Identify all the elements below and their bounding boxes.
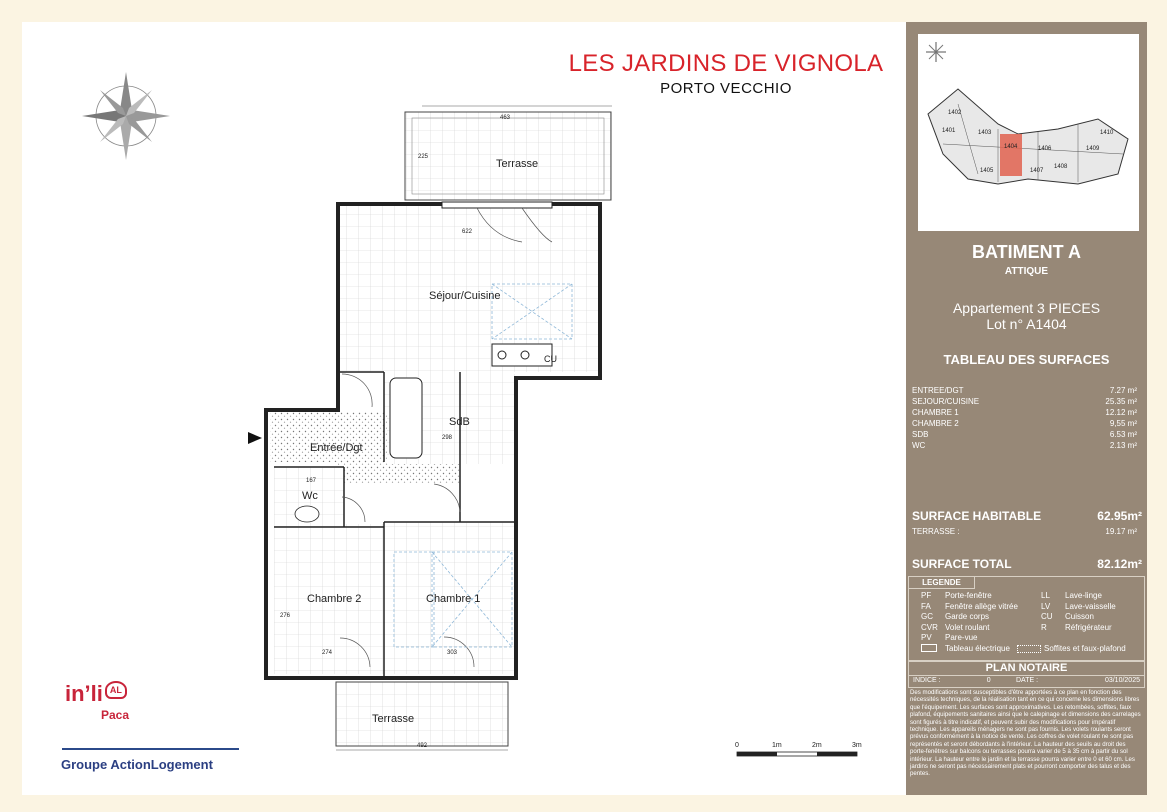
dimension-label: 225 xyxy=(418,154,429,160)
room-label-sejour: Séjour/Cuisine xyxy=(429,290,501,302)
surface-name: CHAMBRE 1 xyxy=(912,408,959,417)
legend-code: LV xyxy=(1041,601,1051,611)
surfaces-table xyxy=(912,385,1137,451)
apartment-info xyxy=(906,300,1147,332)
legend-code: CU xyxy=(1041,612,1053,622)
legend-code: LL xyxy=(1041,591,1050,600)
surfaces-table-title: TABLEAU DES SURFACES xyxy=(943,352,1110,367)
legend-code: FA xyxy=(921,601,931,611)
compass-rose-icon xyxy=(82,72,170,160)
surface-total-value: 82.12m² xyxy=(1097,557,1142,571)
disclaimer-note: Des modifications sont susceptibles d'être apportées à ce plan en fonction des nécessités techniques, de la réalisation tant en ce qui concerne les dimensions libres que l'équipement. Les surfaces sont approximatives. Les retombées, soffites, faux plafond, équipements sanitaires ainsi que le calepinage et dimensions des carrelages sont figurés à titre indicatif, et peuvent subir des modifications pour impératif technique. Les appareils ménagers ne sont pas fournis. Les volets roulants seront prévus conformément à la notice de vente. Les coffres de volet roulant ne sont pas représentés et seront débordants à l'intérieur. La hauteur des seuils au droit des porte-fenêtres sur balcons ou terrasses pourra varier de 5 à 35 cm à partir du sol intérieur. La hauteur entre le jardin et la terrasse pourra varier entre 0 et 60 cm. Les jardins ne seront pas nécessairement plats et pourront comporter des talus et des pentes. xyxy=(910,689,1141,778)
surface-unit: m² xyxy=(1127,419,1137,428)
dimension-label: 622 xyxy=(462,229,473,235)
room-label-terrasse-bottom: Terrasse xyxy=(372,713,415,725)
legend-label: Fenêtre allège vitrée xyxy=(945,601,1018,611)
dimension-label: 274 xyxy=(322,650,333,656)
al-badge-icon: AL xyxy=(105,681,127,699)
scale-label: 1m xyxy=(772,742,782,749)
table-row xyxy=(912,396,1137,407)
surface-name: ENTREE/DGT xyxy=(912,386,964,395)
inli-logo xyxy=(65,681,127,707)
legend-soffites xyxy=(1017,644,1126,655)
table-row xyxy=(912,418,1137,429)
room-label-sdb: SdB xyxy=(449,416,470,428)
scale-label: 3m xyxy=(852,742,862,749)
scale-label: 0 xyxy=(735,742,739,749)
project-title: LES JARDINS DE VIGNOLA xyxy=(568,50,884,77)
legend-label: Volet roulant xyxy=(945,622,990,632)
legend-labels-right xyxy=(1065,591,1116,633)
building-title: BATIMENT A xyxy=(972,242,1081,262)
floor-plan xyxy=(22,22,902,795)
legend-labels-left xyxy=(945,591,1018,655)
scale-bar xyxy=(735,742,862,756)
surface-value: 7.27 xyxy=(1109,386,1126,395)
surface-unit: m² xyxy=(1127,397,1137,406)
indice-value: 0 xyxy=(986,677,991,684)
legend-label: Soffites et faux-plafond xyxy=(1044,644,1126,653)
legend-codes-right xyxy=(1041,591,1053,633)
dimension-label: 298 xyxy=(442,435,453,441)
surface-habitable-label: SURFACE HABITABLE xyxy=(912,509,1042,523)
dimension-label: 167 xyxy=(306,478,317,484)
surface-unit: m² xyxy=(1127,386,1137,395)
surface-habitable-value: 62.95m² xyxy=(1097,509,1142,523)
logo-divider xyxy=(62,748,239,750)
surface-value: 6.53 xyxy=(1109,430,1126,439)
project-subtitle: PORTO VECCHIO xyxy=(660,80,792,97)
indice-label: INDICE : xyxy=(913,677,941,684)
lot-label: 1410 xyxy=(1100,130,1114,136)
surface-unit: m² xyxy=(1127,408,1137,417)
scale-label: 2m xyxy=(812,742,822,749)
surface-name: SEJOUR/CUISINE xyxy=(912,397,980,406)
room-label-chambre1: Chambre 1 xyxy=(426,593,481,605)
room-label-wc: Wc xyxy=(302,490,318,502)
legend-title: LEGENDE xyxy=(909,577,975,589)
legend-box xyxy=(908,576,1145,662)
legend-code: PV xyxy=(921,633,932,643)
legend-label: Réfrigérateur xyxy=(1065,622,1112,632)
electric-panel-icon xyxy=(921,644,938,656)
table-row xyxy=(912,440,1137,451)
legend-label: Porte-fenêtre xyxy=(945,591,992,600)
legend-code: R xyxy=(1041,622,1047,632)
dimension-label: 492 xyxy=(417,743,428,749)
surface-value: 9,55 xyxy=(1109,419,1126,428)
room-label-entree: Entrée/Dgt xyxy=(310,442,363,454)
legend-label: Pare-vue xyxy=(945,633,978,643)
surface-value: 12.12 xyxy=(1105,408,1126,417)
region-label: Paca xyxy=(101,708,130,722)
dimension-label: 303 xyxy=(447,650,458,656)
kitchen-cu-label: CU xyxy=(544,354,557,364)
terrasse-surface xyxy=(912,527,1137,536)
surface-total-label: SURFACE TOTAL xyxy=(912,557,1012,571)
lot-label: 1409 xyxy=(1086,146,1100,152)
lot-label: 1402 xyxy=(948,110,962,116)
legend-label: Garde corps xyxy=(945,612,990,622)
dimension-label: 463 xyxy=(500,115,511,121)
table-row xyxy=(912,407,1137,418)
entry-arrow-icon xyxy=(248,432,262,444)
surface-name: CHAMBRE 2 xyxy=(912,419,959,428)
lot-label: 1403 xyxy=(978,130,992,136)
dimension-label: 276 xyxy=(280,613,291,619)
lot-number: Lot n° A1404 xyxy=(986,316,1067,332)
indice-row xyxy=(908,675,1145,688)
key-plan-drawing xyxy=(918,34,1139,231)
key-plan xyxy=(918,34,1139,231)
legend-code: CVR xyxy=(921,622,938,632)
room-label-terrasse-top: Terrasse xyxy=(496,158,539,170)
room-label-chambre2: Chambre 2 xyxy=(307,593,362,605)
level-label: ATTIQUE xyxy=(1004,266,1049,277)
surface-total xyxy=(912,557,1142,571)
info-panel xyxy=(906,22,1147,795)
legend-label: Lave-linge xyxy=(1065,591,1102,600)
terrasse-label: TERRASSE : xyxy=(912,527,960,536)
surface-value: 2.13 xyxy=(1109,441,1126,450)
legend-code: GC xyxy=(921,612,933,622)
lot-label: 1408 xyxy=(1054,164,1068,170)
surface-unit: m² xyxy=(1127,441,1137,450)
table-row xyxy=(912,429,1137,440)
date-value: 03/10/2025 xyxy=(1104,677,1140,684)
surface-value: 25.35 xyxy=(1105,397,1126,406)
group-label: Groupe ActionLogement xyxy=(61,757,213,772)
surface-habitable xyxy=(912,509,1142,523)
surface-name: SDB xyxy=(912,430,929,439)
legend-code: PF xyxy=(921,591,932,600)
legend-codes-left xyxy=(921,591,938,656)
lot-label: 1401 xyxy=(942,128,956,134)
table-row xyxy=(912,385,1137,396)
legend-label: Tableau électrique xyxy=(945,643,1010,653)
date-label: DATE : xyxy=(1016,677,1039,684)
apartment-type: Appartement 3 PIECES xyxy=(952,300,1101,316)
hatch-swatch-icon xyxy=(1017,645,1041,653)
terrasse-value: 19.17 m² xyxy=(1105,527,1137,536)
surface-name: WC xyxy=(912,441,926,450)
lot-label: 1407 xyxy=(1030,168,1044,174)
lot-label: 1404 xyxy=(1004,144,1018,150)
compass-small-icon xyxy=(926,42,946,62)
legend-label: Lave-vaisselle xyxy=(1065,601,1116,611)
brand-name: in’li xyxy=(65,681,103,706)
legend-label: Cuisson xyxy=(1065,612,1094,622)
lot-label: 1405 xyxy=(980,168,994,174)
lot-label: 1406 xyxy=(1038,146,1052,152)
plan-notaire-title: PLAN NOTAIRE xyxy=(908,660,1145,676)
surface-unit: m² xyxy=(1127,430,1137,439)
